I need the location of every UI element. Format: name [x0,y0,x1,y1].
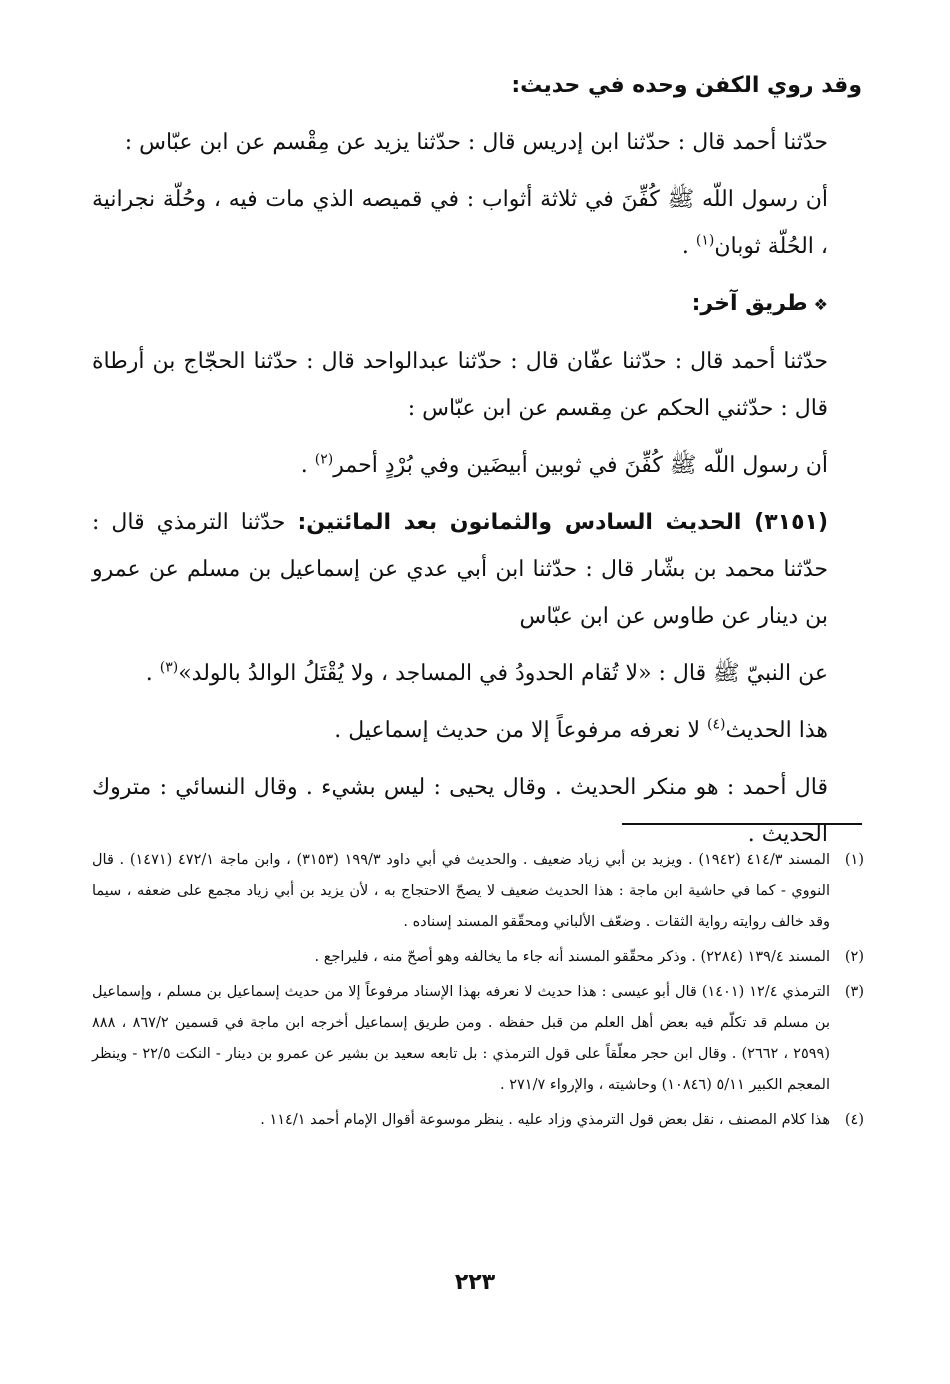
main-text [92,62,862,868]
footnotes [92,845,864,1140]
footnote-number: (١) [844,852,864,868]
hadith-number-label: (٣١٥١) الحديث السادس والثمانون بعد المائتين: [297,510,828,535]
diamond-icon: ❖ [813,295,828,314]
paragraph-isnad-2: حدّثنا أحمد قال : حدّثنا عفّان قال : حدّثنا عبدالواحد قال : حدّثنا الحجّاج بن أرطاة قال : حدّثني الحكم عن مِقسم عن ابن عبّاس : [92,349,828,421]
footnote-number: (٣) [844,984,864,1000]
footnote-number: (٢) [844,949,864,965]
paragraph-critique: قال أحمد : هو منكر الحديث . وقال يحيى : ليس بشيء . وقال النسائي : متروك الحديث . [92,775,828,847]
footnote-ref-2[interactable]: (٢) [314,451,334,468]
paragraph-hadith-1: أن رسول اللّه ﷺ كُفِّنَ في ثلاثة أثواب : في قميصه الذي مات فيه ، وحُلّة نجرانية ، الحُلّة ثوبان$^{(١)}$ . [92,187,828,259]
section-heading: وقد روي الكفن وحده في حديث: [511,73,862,98]
footnote-ref-3[interactable]: (٣) [159,659,179,676]
footnote-4 [92,1105,864,1136]
paragraph-hadith-3: عن النبيّ ﷺ قال : «لا تُقام الحدودُ في المساجد ، ولا يُقْتَلُ الوالدُ بالولد»$^{(٣)}$ . [145,659,828,686]
footnote-ref-1[interactable]: (١) [695,232,715,249]
paragraph-isnad-1: حدّثنا أحمد قال : حدّثنا ابن إدريس قال : حدّثنا يزيد عن مِقْسم عن ابن عبّاس : [124,130,828,155]
subheading-another-route: ❖طريق آخر: [691,291,828,316]
footnote-2 [92,942,864,973]
footnote-3 [92,977,864,1101]
paragraph-hadith-3151: (٣١٥١) الحديث السادس والثمانون بعد المائتين: حدّثنا الترمذي قال : حدّثنا محمد بن بشّار قال : حدّثنا ابن أبي عدي عن إسماعيل بن مسلم عن عمرو بن دينار عن طاوس عن ابن عبّاس [92,510,828,629]
paragraph-comment: هذا الحديث$^{(٤)}$ لا نعرفه مرفوعاً إلا من حديث إسماعيل . [334,716,828,743]
footnote-divider [622,823,862,825]
footnote-text: هذا كلام المصنف ، نقل بعض قول الترمذي وزاد عليه . ينظر موسوعة أقوال الإمام أحمد ١١٤/١ . [260,1112,830,1128]
paragraph-hadith-2: أن رسول اللّه ﷺ كُفِّنَ في ثوبين أبيضَين وفي بُرْدٍ أحمر$^{(٢)}$ . [300,451,828,478]
footnote-1 [92,845,864,938]
page-number: ٢٢٣ [454,1270,496,1295]
footnote-text: الترمذي ١٢/٤ (١٤٠١) قال أبو عيسى : هذا حديث لا نعرفه بهذا الإسناد مرفوعاً إلا من حديث إسماعيل بن مسلم ، وإسماعيل بن مسلم قد تكلّم فيه بعض أهل العلم من قبل حفظه . ومن طريق إسماعيل أخرجه ابن ماجة في قسمين ٨٦٧/٢ ، ٨٨٨ (٢٥٩٩ ، ٢٦٦٢) . وقال ابن حجر معلّقاً على قول الترمذي : بل تابعه سعيد بن بشير عن عمرو بن دينار - النكت ٢٢/٥ - وينظر المعجم الكبير ٥/١١ (١٠٨٤٦) وحاشيته ، والإرواء ٢٧١/٧ . [92,984,830,1093]
footnote-text: المسند ٤١٤/٣ (١٩٤٢) . ويزيد بن أبي زياد ضعيف . والحديث في أبي داود ١٩٩/٣ (٣١٥٣) ، وابن ماجة ٤٧٢/١ (١٤٧١) . قال النووي - كما في حاشية ابن ماجة : هذا الحديث ضعيف لا يصحّ الاحتجاج به ، لأن يزيد بن أبي زياد مجمع على ضعفه ، سيما وقد خالف روايته رواية الثقات . وضعّف الألباني ومحقّقو المسند إسناده . [92,852,830,930]
footnote-number: (٤) [844,1112,864,1128]
footnote-text: المسند ١٣٩/٤ (٢٢٨٤) . وذكر محقّقو المسند أنه جاء ما يخالفه وهو أصحّ منه ، فليراجع . [314,949,830,965]
footnote-ref-4[interactable]: (٤) [706,716,726,733]
